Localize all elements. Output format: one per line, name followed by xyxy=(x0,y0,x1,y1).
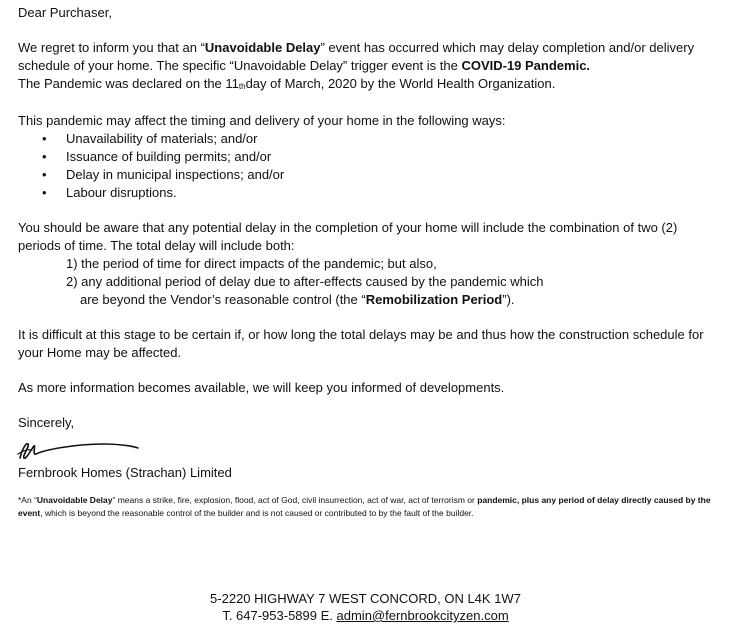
footer-address: 5-2220 HIGHWAY 7 WEST CONCORD, ON L4K 1W7 xyxy=(210,591,521,606)
impact-intro: This pandemic may affect the timing and delivery of your home in the following ways: xyxy=(18,113,506,128)
company-name: Fernbrook Homes (Strachan) Limited xyxy=(18,465,232,480)
delay-periods xyxy=(18,255,718,309)
letter-body xyxy=(18,4,718,520)
impact-list xyxy=(18,130,718,202)
footer xyxy=(0,590,731,624)
total-delay-intro: You should be aware that any potential delay in the completion of your home will include the combination of two (2) periods of time. The total delay will include both: xyxy=(18,220,678,253)
covid-pandemic-term: COVID-19 Pandemic. xyxy=(461,58,591,73)
unavoidable-delay-term: Unavoidable Delay xyxy=(204,40,321,55)
delay-notice-paragraph: We regret to inform you that an “Unavoidable Delay” event has occurred which may delay completion and/or delivery schedule of your home. The specific “Unavoidable Delay” trigger event is the COVID-19 Pandemic. The Pandemic was declared on the 11thday of March, 2020 by the World Health Organization. xyxy=(18,40,695,91)
period-item-2-continued: are beyond the Vendor’s reasonable control (the “Remobilization Period”). xyxy=(80,292,515,307)
uncertainty-paragraph: It is difficult at this stage to be certain if, or how long the total delays may be and thus how the construction schedule for your Home may be affected. xyxy=(18,327,704,360)
closing: Sincerely, xyxy=(18,415,75,430)
list-item: • Unavailability of materials; and/or xyxy=(18,130,718,148)
updates-paragraph: As more information becomes available, we will keep you informed of developments. xyxy=(18,380,505,395)
list-item: • Labour disruptions. xyxy=(18,184,718,202)
footer-contact: T. 647-953-5899 E. admin@fernbrookcityzen.com xyxy=(222,608,509,623)
footnote: *An “Unavoidable Delay” means a strike, fire, explosion, flood, act of God, civil insurrection, act of war, act of terrorism or pandemic, plus any period of delay directly caused by the event, which is beyond the reasonable control of the builder and is not caused or contributed to by the fault of the builder. xyxy=(18,495,711,518)
period-item-2: 2) any additional period of delay due to after-effects caused by the pandemic which xyxy=(66,274,544,289)
list-item: • Issuance of building permits; and/or xyxy=(18,148,718,166)
list-item: • Delay in municipal inspections; and/or xyxy=(18,166,718,184)
remobilization-period-term: Remobilization Period xyxy=(365,292,503,307)
salutation: Dear Purchaser, xyxy=(18,5,112,20)
period-item-1: 1) the period of time for direct impacts of the pandemic; but also, xyxy=(66,256,437,271)
email-link[interactable]: admin@fernbrookcityzen.com xyxy=(336,608,509,623)
signature-icon xyxy=(14,434,144,462)
